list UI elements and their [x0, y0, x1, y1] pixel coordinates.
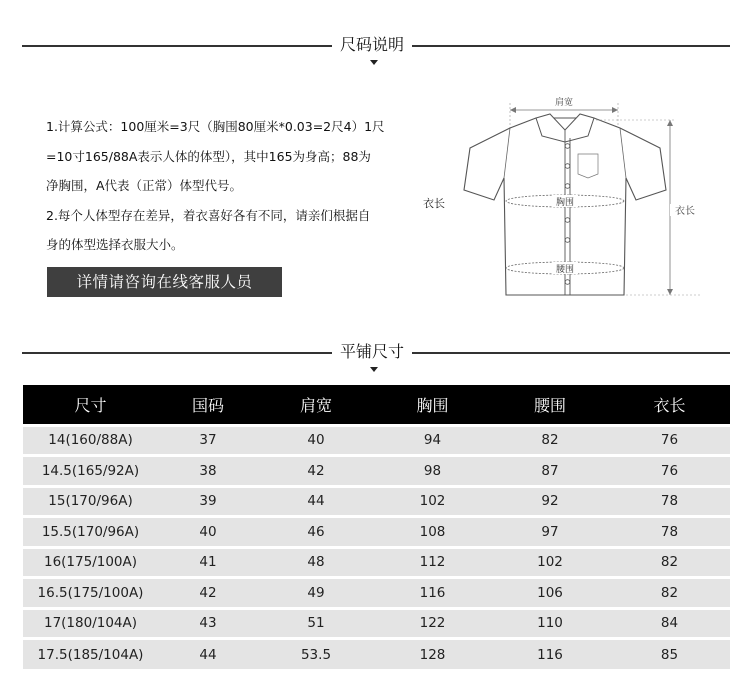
column-header-length: 衣长 [609, 385, 730, 425]
chest-label: 胸围 [555, 198, 575, 208]
section-heading: 平铺尺寸 [339, 342, 404, 361]
size-chart-table [23, 385, 730, 669]
table-cell: 94 [374, 425, 491, 456]
table-cell: 39 [158, 486, 258, 517]
button-icon [565, 144, 570, 149]
table-cell: 17.5(185/104A) [23, 639, 158, 670]
table-cell: 112 [374, 547, 491, 578]
table-cell: 97 [491, 517, 609, 548]
table-row [23, 608, 730, 639]
table-row [23, 547, 730, 578]
table-cell: 15(170/96A) [23, 486, 158, 517]
table-cell: 110 [491, 608, 609, 639]
divider-line [22, 352, 332, 354]
table-header-row [23, 385, 730, 425]
table-cell: 49 [258, 578, 374, 609]
column-header-national-code: 国码 [158, 385, 258, 425]
table-cell: 51 [258, 608, 374, 639]
table-cell: 78 [609, 517, 730, 548]
table-cell: 82 [609, 547, 730, 578]
table-row [23, 578, 730, 609]
arrow-head-icon [667, 120, 673, 126]
table-row [23, 425, 730, 456]
divider-line [412, 352, 730, 354]
description-line: 2.每个人体型存在差异，着衣喜好各有不同，请亲们根据自 [46, 207, 371, 223]
table-cell: 98 [374, 456, 491, 487]
section-heading: 尺码说明 [339, 35, 404, 54]
table-cell: 108 [374, 517, 491, 548]
table-row [23, 486, 730, 517]
table-cell: 44 [258, 486, 374, 517]
table-cell: 37 [158, 425, 258, 456]
description-line: 净胸围，A代表（正常）体型代号。 [46, 178, 243, 193]
column-header-chest: 胸围 [374, 385, 491, 425]
table-cell: 106 [491, 578, 609, 609]
shoulder-width-label: 肩宽 [554, 98, 574, 108]
table-cell: 84 [609, 608, 730, 639]
arrow-head-icon [510, 107, 516, 113]
description-line: =10寸165/88A表示人体的体型），其中165为身高；88为 [46, 148, 371, 164]
table-cell: 53.5 [258, 639, 374, 670]
table-row [23, 639, 730, 670]
down-triangle-icon [370, 60, 378, 65]
column-header-size: 尺寸 [23, 385, 158, 425]
table-cell: 122 [374, 608, 491, 639]
table-cell: 38 [158, 456, 258, 487]
description-line: 身的体型选择衣服大小。 [46, 237, 184, 252]
column-header-waist: 腰围 [491, 385, 609, 425]
size-description [46, 112, 411, 260]
button-icon [565, 238, 570, 243]
table-cell: 87 [491, 456, 609, 487]
table-cell: 41 [158, 547, 258, 578]
table-cell: 40 [158, 517, 258, 548]
table-cell: 48 [258, 547, 374, 578]
divider-line [22, 45, 332, 47]
table-cell: 116 [374, 578, 491, 609]
table-cell: 42 [258, 456, 374, 487]
shirt-diagram-svg [418, 90, 718, 305]
arrow-head-icon [667, 289, 673, 295]
table-cell: 14(160/88A) [23, 425, 158, 456]
table-cell: 76 [609, 425, 730, 456]
table-cell: 15.5(170/96A) [23, 517, 158, 548]
description-line: 1.计算公式：100厘米=3尺（胸围80厘米*0.03=2尺4）1尺 [46, 119, 385, 134]
button-icon [565, 164, 570, 169]
table-cell: 128 [374, 639, 491, 670]
table-cell: 44 [158, 639, 258, 670]
table-cell: 43 [158, 608, 258, 639]
length-label-left: 衣长 [423, 197, 445, 210]
waist-label: 腰围 [555, 265, 575, 275]
table-cell: 92 [491, 486, 609, 517]
table-cell: 16.5(175/100A) [23, 578, 158, 609]
button-icon [565, 184, 570, 189]
table-cell: 82 [609, 578, 730, 609]
table-row [23, 456, 730, 487]
column-header-shoulder: 肩宽 [258, 385, 374, 425]
consult-customer-service-banner: 详情请咨询在线客服人员 [47, 267, 282, 297]
table-cell: 102 [491, 547, 609, 578]
divider-line [412, 45, 730, 47]
table-cell: 78 [609, 486, 730, 517]
button-icon [565, 218, 570, 223]
table-row [23, 517, 730, 548]
table-cell: 82 [491, 425, 609, 456]
table-cell: 14.5(165/92A) [23, 456, 158, 487]
table-cell: 85 [609, 639, 730, 670]
length-label-right: 衣长 [675, 206, 695, 217]
down-triangle-icon [370, 367, 378, 372]
shirt-measurement-diagram [418, 90, 718, 305]
table-cell: 42 [158, 578, 258, 609]
table-cell: 40 [258, 425, 374, 456]
table-cell: 76 [609, 456, 730, 487]
button-icon [565, 280, 570, 285]
section-title-flat-size [22, 337, 730, 367]
table-cell: 17(180/104A) [23, 608, 158, 639]
section-title-size-guide [22, 30, 730, 60]
arrow-head-icon [612, 107, 618, 113]
table-cell: 46 [258, 517, 374, 548]
size-table-body [23, 425, 730, 669]
table-cell: 102 [374, 486, 491, 517]
table-cell: 116 [491, 639, 609, 670]
table-cell: 16(175/100A) [23, 547, 158, 578]
